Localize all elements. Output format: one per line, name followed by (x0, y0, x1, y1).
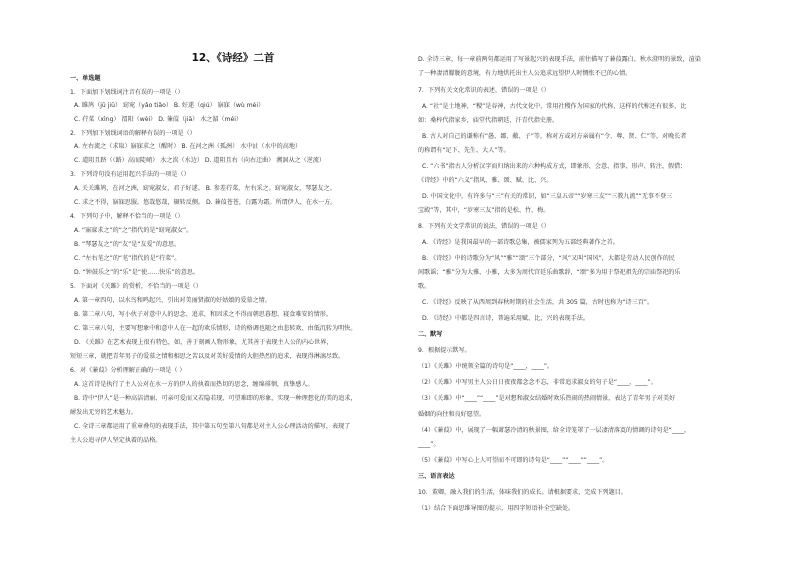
text-line: 了一种凄清朦胧的意境，有力地烘托出主人公追求远望伊人时惆怅不已的心情。 (418, 70, 632, 77)
text-line: C. 道阻且跻（（路）高而陡峭） 水之涘（水边） D. 道阻且右（向右迂曲） 溯洄从之（逆流） (74, 157, 326, 164)
text-line: 的称谓有“足下、先生、大人”等。 (418, 147, 510, 154)
section-heading: 一、单选题 (70, 75, 101, 82)
text-line: D. 全诗三章，每一章前两句都运用了写景起兴的表现手法，前往描写了蒹葭露白、秋水澄明的景致，渲染 (418, 56, 701, 63)
text-line: 9．根据提示默写。 (418, 347, 471, 354)
section-heading: 二、默写 (418, 331, 443, 338)
text-line: 《诗经》中的“六义”指风、雅、颂、赋、比、兴。 (418, 177, 553, 184)
text-line: A. 雎鸠（jū jiū） 窈窕（yǎo tiǎo） B. 好逑（qiú） 寤寐（wù mèi） (74, 102, 265, 109)
text-line: A. 关关雎鸠，在河之洲，窈窕淑女，君子好逑。 B. 参差荇菜，左右采之。窈窕淑女，琴瑟友之。 (74, 185, 336, 192)
text-line: A. 《诗经》是我国最早的一部诗歌总集，被儒家列为五部经典著作之首。 (422, 239, 619, 246)
document-title: 12、《诗经》二首 (191, 52, 275, 64)
text-line: C. 第三章八句，主要写想象中和意中人在一起的欢乐情形，诗的格调也随之由悲转欢、由低沉转为明快。 (74, 325, 357, 332)
text-line: A. 这首诗是执行了主人公对在水一方的伊人的执着而热切的思念，缠绵徘徊，真挚感人。 (74, 381, 314, 388)
text-line: D. 《关雎》在艺术表现上很有特色，如，善于刻画人物形象，尤其善于表现主人公的内心世界， (74, 339, 333, 346)
text-line: A. 左右流之（求取）寤寐求之（醒时） B. 在河之洲（孤洲） 水中沚（水中的高地） (74, 143, 302, 150)
section-heading: 三、语言表达 (418, 473, 455, 480)
text-line: ____”。 (418, 441, 440, 448)
text-line: 10．董卿，融入我们的生活，体味我们的成长。请根据要求，完成下列题目。 (418, 489, 627, 496)
text-line: C. 全诗三章都运用了重章叠句的表现手法，其中第五句至第八句都是对主人公心理活动的描写，表现了 (74, 423, 351, 430)
text-line: B. 《诗经》中的诗歌分为“风”“雅”“颂”三个部分，“风”又叫“国风”，大都是劳动人民创作的民 (422, 255, 675, 262)
text-line: 8．下列有关文学常识的说法，错误的一项是（） (418, 223, 550, 230)
text-line: B. 古人对自己的谦称有“愚、鄙、敝、子”等，称对方或对方亲属有“令、尊、贤、仁”等，对晚长者 (422, 133, 687, 140)
text-line: （1）《关雎》中统领全篇的诗句是“____，____”。 (418, 363, 554, 370)
text-line: 主人公追寻伊人坚定执着的品格。 (70, 437, 162, 444)
text-line: D. “钟鼓乐之”的“乐”是“使……快乐”的意思。 (74, 269, 200, 276)
text-line: 2．下列加下划线词语的解释有误的一项是（） (70, 130, 196, 137)
text-line: B. “琴瑟友之”的“友”是“友爱”的意思。 (74, 241, 181, 248)
text-line: C. “左右芼之”的“芼”指代的是“荇菜”。 (74, 255, 181, 262)
text-line: 耐发出无穷的艺术魅力。 (70, 409, 138, 416)
text-line: C. 荇菜（xìng） 渭阳（wèi） D. 蒹葭（jiā） 水之湄（méi） (74, 116, 243, 123)
text-line: （2）《关雎》中写男主人公日日夜夜都念念不忘，非常追求淑女的句子是“____，____”。 (418, 379, 657, 386)
text-line: 3．下列诗句没有运用起兴手法的一项是（） (70, 171, 190, 178)
text-line: 间歌谣；“雅”分为大雅、小雅，大多为周代宫廷乐曲歌辞，“颂”多为用于祭祀祖先的宗庙祭祀的乐 (418, 269, 681, 276)
text-line: D. 中国文化中，有许多与“三”有关的常识，如“三皇五帝”“岁寒三友”“三教九流”“无事不登三 (422, 193, 673, 200)
text-line: 婚姻的向往和良好愿望。 (418, 411, 486, 418)
text-line: 5．下面对《关雎》的赏析，不恰当的一项是（） (70, 283, 202, 290)
text-line: （5）《蒹葭》中写心上人可望而不可即的诗句是“____”“____”“____”。 (418, 457, 609, 464)
text-line: （4）《蒹葭》中，展现了一幅萧瑟冷清的秋景图，给全诗笼罩了一层凄清落寞的情调的诗句是“____， (418, 427, 691, 434)
text-line: A. “寤寐求之”的“之”指代的是“窈窕淑女”。 (74, 227, 193, 234)
text-line: D. 《诗经》中都是四言诗，普遍采用赋、比、兴的表现手法。 (422, 315, 590, 322)
text-line: 4．下列句子中，解释不恰当的一项是（） (70, 213, 184, 220)
text-line: A. 第一章四句，以水鸟和鸣起兴，引出对美丽贤淑的好姑娘的爱慕之情。 (74, 297, 271, 304)
text-line: C. 《诗经》反映了从西周到春秋时期的社会生活，共 305 篇，古时也称为“诗三百”。 (422, 299, 654, 306)
text-line: 短短三章，就把青年男子的爱慕之情和相思之苦以及对美好爱情的大胆热烈的追求，表现得淋漓尽致。 (70, 353, 345, 360)
text-line: 歌。 (418, 283, 431, 290)
text-line: C. 求之不得，寤寐思服。悠哉悠哉，辗转反侧。 D. 蒹葭苍苍，白露为霜。所谓伊人，在水一方。 (74, 199, 337, 206)
text-line: 7．下列有关文化常识的表述，错误的一项是（） (418, 87, 550, 94)
text-line: A. “社”是土地神，“稷”是谷神，古代文化中，常用社稷作为国家的代称，这样的代称还有很多，比 (422, 103, 687, 110)
text-line: （1）结合下面思维导图的提示，用四字短语补全空缺处。 (418, 505, 575, 512)
text-line: 宝殿”等，其中，“岁寒三友”指的是松、竹、梅。 (418, 207, 550, 214)
text-line: C. “六书”指古人分析汉字而归纳出来的六种构成方式，即象形、会意、指事、形声、转注、假借； (422, 163, 687, 170)
text-line: 如：桑梓代指家乡，庙堂代指朝廷，汗青代指史册。 (418, 117, 559, 124)
text-line: B. 诗中“伊人”是一种高洁清丽、可亲可爱而又若隐若现、可望难即的形象，实现一种理想化的美的追求， (74, 395, 357, 402)
text-line: 6．对《蒹葭》分析理解正确的一项是（ ） (70, 367, 186, 374)
text-line: B. 第二章八句，写小伙子对意中人的思念、追求，和因求之不得而朝思暮想、寝食难安的情形。 (74, 311, 332, 318)
text-line: （3）《关雎》中“____”“____”是对想和淑女结婚时欢乐热闹的热闹情景，表达了青年男子对美好 (418, 395, 676, 402)
text-line: 1．下面加下划线词注音有误的一项是（） (70, 89, 184, 96)
